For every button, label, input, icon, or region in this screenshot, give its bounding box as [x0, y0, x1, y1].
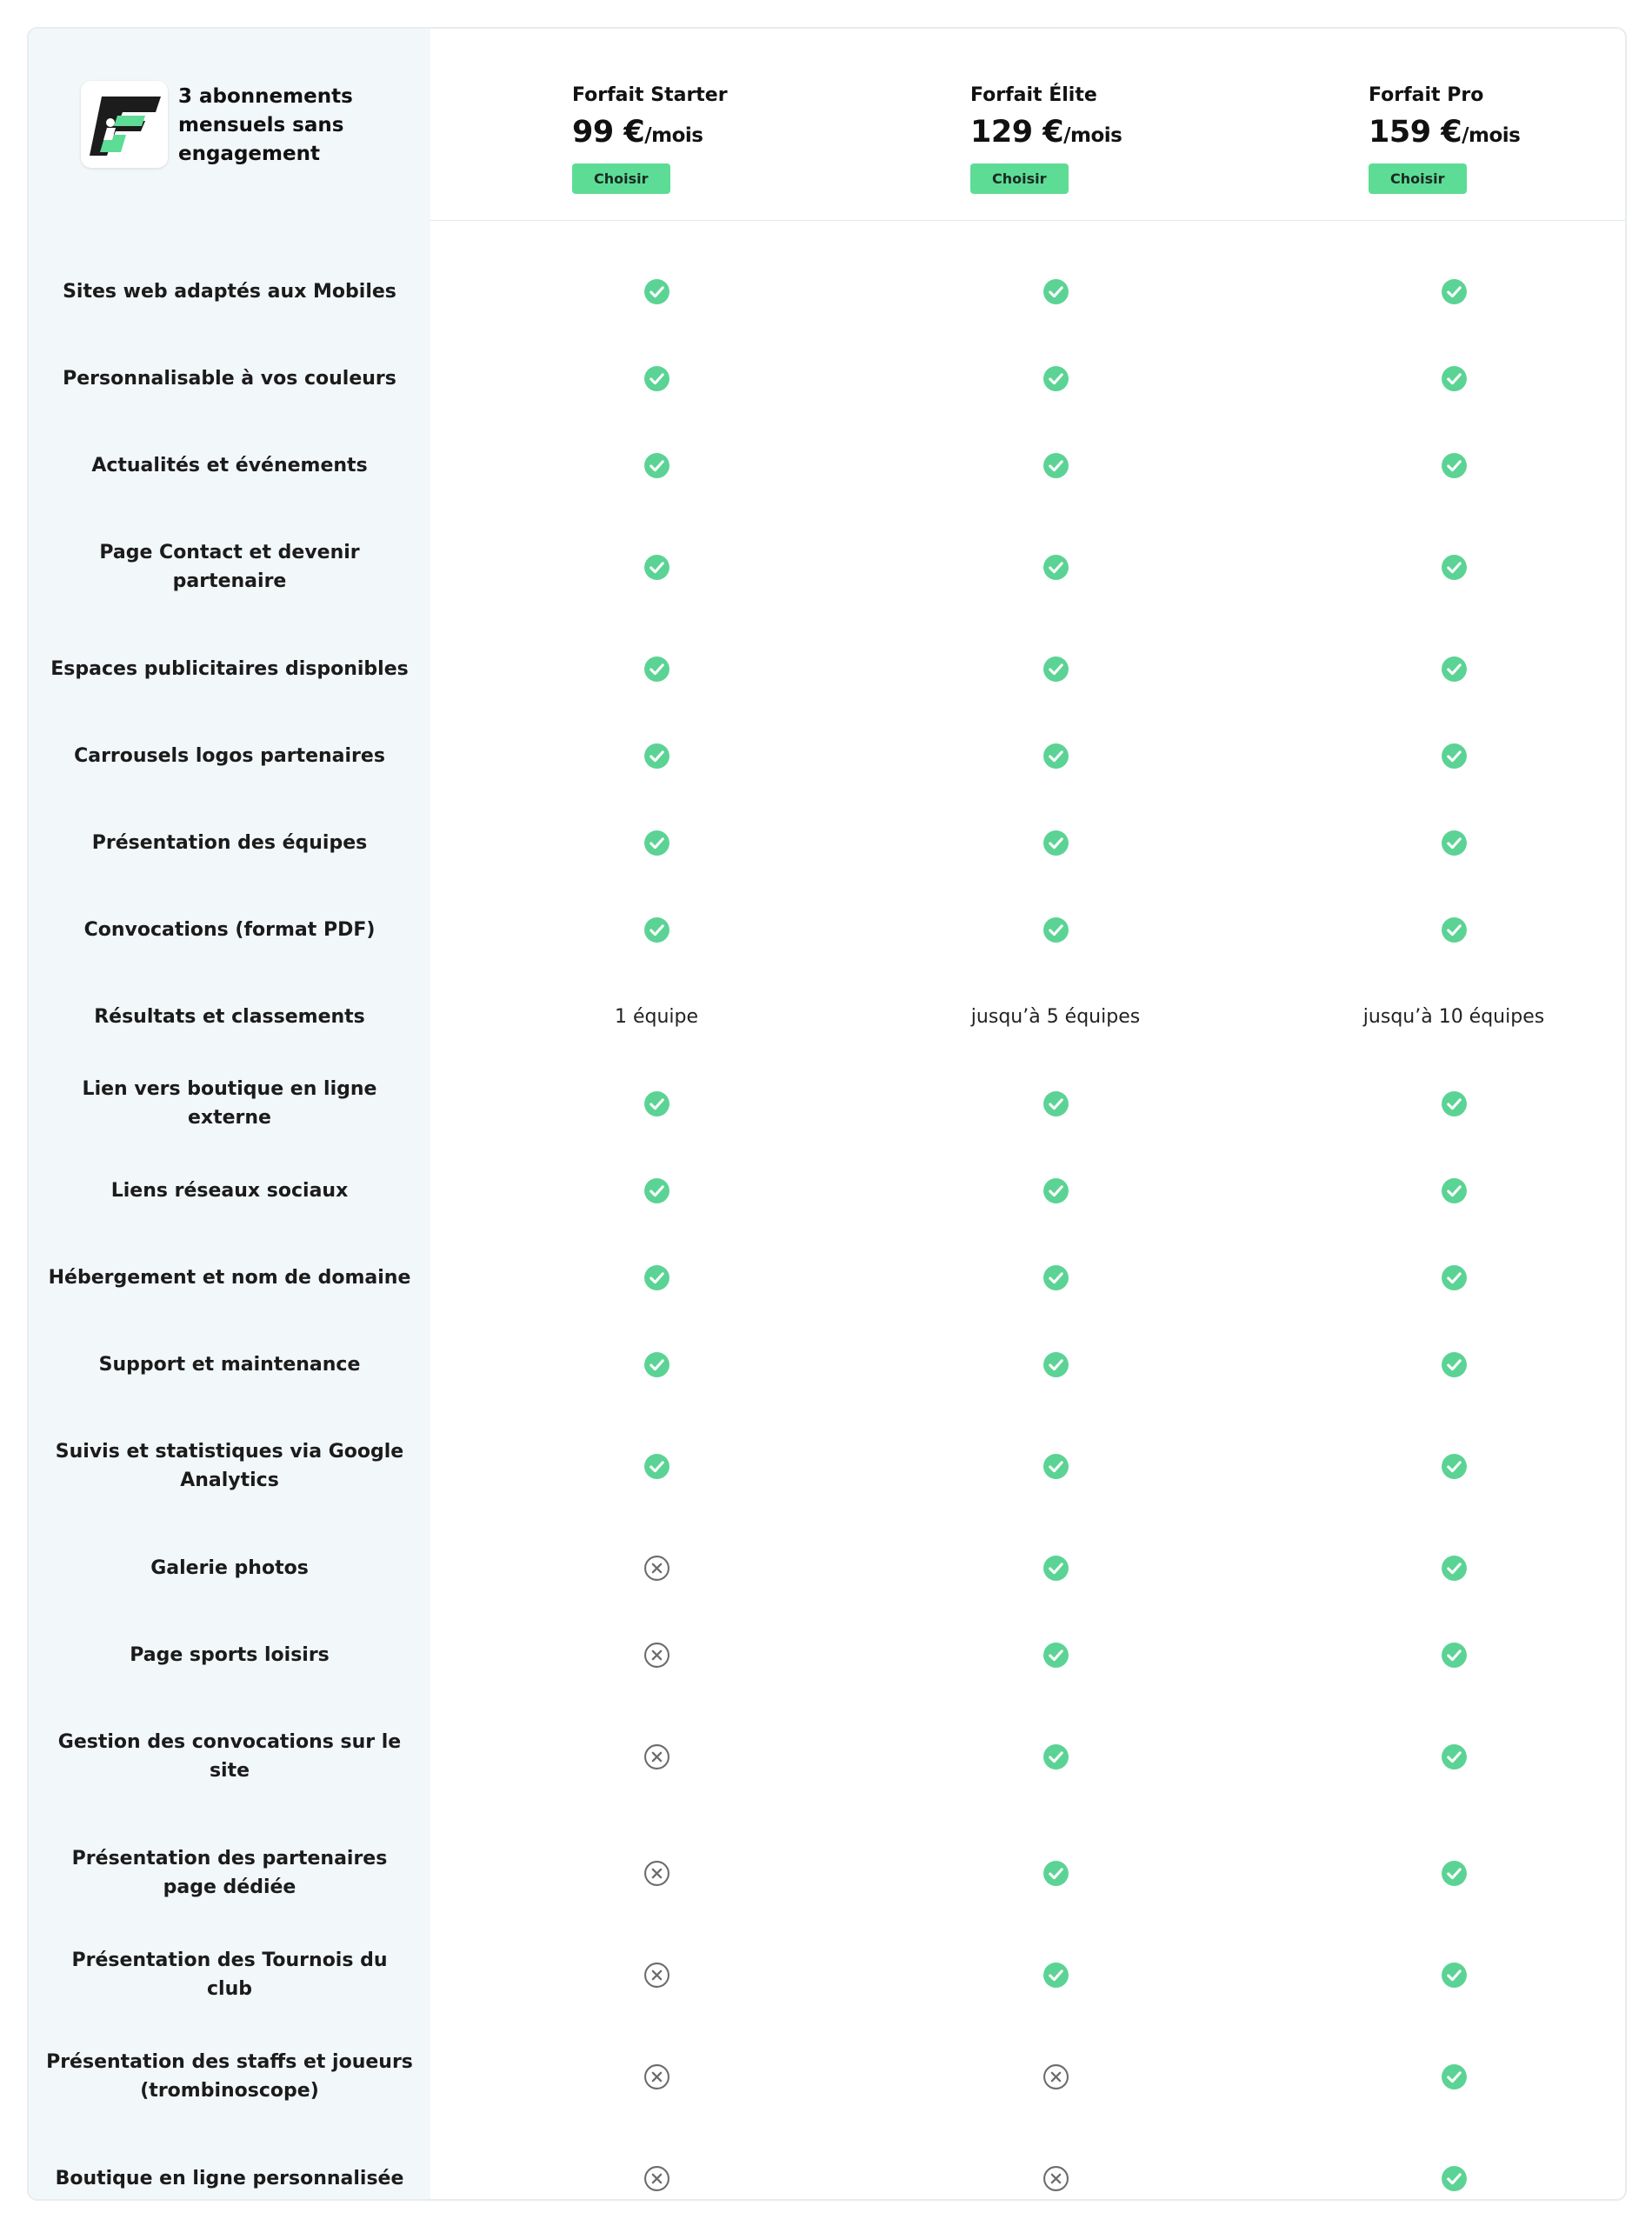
feature-label: Suivis et statistiques via Google Analytics	[55, 1441, 404, 1491]
x-circle-icon	[526, 1698, 787, 1815]
x-circle-icon	[925, 2135, 1186, 2201]
feature-label: Page sports loisirs	[130, 1643, 330, 1666]
feature-label: Carrousels logos partenaires	[74, 744, 385, 767]
feature-label: Résultats et classements	[94, 1005, 365, 1028]
brand-block	[81, 81, 411, 177]
check-circle-icon	[526, 509, 787, 625]
check-circle-icon	[1323, 625, 1584, 712]
check-circle-icon	[1323, 1611, 1584, 1698]
check-circle-icon	[526, 248, 787, 335]
feature-row	[29, 1321, 1625, 1408]
check-circle-icon	[526, 1234, 787, 1321]
feature-label: Présentation des Tournois du club	[71, 1949, 388, 2000]
plan-price	[1369, 115, 1627, 150]
check-circle-icon	[925, 625, 1186, 712]
choose-elite-button[interactable]: Choisir	[970, 163, 1069, 194]
choose-pro-button[interactable]: Choisir	[1369, 163, 1467, 194]
feature-row	[29, 1611, 1625, 1698]
feature-row	[29, 886, 1625, 973]
pricing-header	[29, 29, 1625, 220]
feature-label: Espaces publicitaires disponibles	[50, 657, 409, 680]
check-circle-icon	[1323, 1815, 1584, 1931]
plan-name: Forfait Starter	[572, 84, 728, 106]
feature-row	[29, 1060, 1625, 1147]
feature-row	[29, 973, 1625, 1060]
feature-value: jusqu’à 5 équipes	[970, 1005, 1141, 1028]
price-period: /mois	[1462, 124, 1521, 147]
check-circle-icon	[526, 886, 787, 973]
feature-value: jusqu’à 10 équipes	[1362, 1005, 1545, 1028]
plan-price	[970, 115, 1231, 150]
plan-elite	[970, 55, 1231, 194]
check-circle-icon	[526, 1060, 787, 1147]
feature-row	[29, 1698, 1625, 1815]
feature-row	[29, 2018, 1625, 2135]
check-circle-icon	[925, 799, 1186, 886]
check-circle-icon	[1323, 1234, 1584, 1321]
check-circle-icon	[1323, 1524, 1584, 1611]
feature-label: Personnalisable à vos couleurs	[63, 367, 396, 390]
x-circle-icon	[526, 2135, 787, 2201]
x-circle-icon	[925, 2018, 1186, 2135]
feature-row	[29, 1147, 1625, 1234]
check-circle-icon	[925, 509, 1186, 625]
check-circle-icon	[1323, 1698, 1584, 1815]
check-circle-icon	[925, 1321, 1186, 1408]
check-circle-icon	[526, 335, 787, 422]
feature-row	[29, 1815, 1625, 1931]
plan-price	[572, 115, 833, 150]
check-circle-icon	[925, 248, 1186, 335]
tagline: 3 abonnements mensuels sans engagement	[178, 85, 353, 165]
check-circle-icon	[925, 1147, 1186, 1234]
check-circle-icon	[925, 712, 1186, 799]
feature-label: Galerie photos	[150, 1556, 309, 1579]
feature-row	[29, 625, 1625, 712]
feature-value: 1 équipe	[614, 1005, 699, 1028]
feature-row	[29, 335, 1625, 422]
check-circle-icon	[1323, 1060, 1584, 1147]
x-circle-icon	[526, 1524, 787, 1611]
feature-row	[29, 422, 1625, 509]
feature-label: Hébergement et nom de domaine	[48, 1266, 411, 1289]
check-circle-icon	[1323, 335, 1584, 422]
club-logo-icon	[81, 81, 168, 168]
feature-row	[29, 2135, 1625, 2201]
x-circle-icon	[526, 1931, 787, 2018]
check-circle-icon	[925, 335, 1186, 422]
feature-row	[29, 1234, 1625, 1321]
check-circle-icon	[925, 1234, 1186, 1321]
check-circle-icon	[1323, 2135, 1584, 2201]
feature-label: Convocations (format PDF)	[83, 918, 376, 941]
feature-label: Support et maintenance	[98, 1353, 361, 1376]
check-circle-icon	[526, 625, 787, 712]
check-circle-icon	[1323, 2018, 1584, 2135]
check-circle-icon	[1323, 1931, 1584, 2018]
feature-row	[29, 1408, 1625, 1524]
x-circle-icon	[526, 1611, 787, 1698]
price-period: /mois	[1063, 124, 1122, 147]
check-circle-icon	[1323, 1321, 1584, 1408]
check-circle-icon	[526, 422, 787, 509]
feature-label: Gestion des convocations sur le site	[57, 1731, 402, 1782]
feature-label: Boutique en ligne personnalisée	[55, 2167, 404, 2189]
feature-label: Actualités et événements	[91, 454, 368, 477]
check-circle-icon	[1323, 886, 1584, 973]
check-circle-icon	[1323, 1147, 1584, 1234]
check-circle-icon	[925, 1060, 1186, 1147]
feature-row	[29, 509, 1625, 625]
feature-row	[29, 799, 1625, 886]
plan-pro	[1369, 55, 1627, 194]
check-circle-icon	[1323, 509, 1584, 625]
feature-row	[29, 248, 1625, 335]
check-circle-icon	[1323, 248, 1584, 335]
choose-starter-button[interactable]: Choisir	[572, 163, 670, 194]
check-circle-icon	[925, 1815, 1186, 1931]
feature-label: Présentation des partenaires page dédiée	[71, 1848, 388, 1898]
plan-starter	[572, 55, 833, 194]
check-circle-icon	[526, 799, 787, 886]
feature-label: Sites web adaptés aux Mobiles	[63, 280, 396, 303]
pricing-table	[27, 27, 1627, 2201]
header-divider	[430, 220, 1625, 221]
plan-name: Forfait Pro	[1369, 84, 1484, 106]
check-circle-icon	[526, 1321, 787, 1408]
feature-label: Lien vers boutique en ligne externe	[82, 1078, 377, 1129]
price-period: /mois	[644, 124, 703, 147]
check-circle-icon	[925, 886, 1186, 973]
check-circle-icon	[1323, 799, 1584, 886]
feature-label: Présentation des staffs et joueurs (trombinoscope)	[46, 2051, 413, 2102]
check-circle-icon	[925, 1408, 1186, 1524]
price-amount: 129 €	[970, 115, 1064, 150]
check-circle-icon	[1323, 712, 1584, 799]
feature-label: Présentation des équipes	[91, 831, 368, 854]
check-circle-icon	[925, 1524, 1186, 1611]
feature-label: Liens réseaux sociaux	[110, 1179, 349, 1202]
feature-row	[29, 1931, 1625, 2018]
feature-row	[29, 1524, 1625, 1611]
check-circle-icon	[526, 712, 787, 799]
check-circle-icon	[1323, 422, 1584, 509]
x-circle-icon	[526, 1815, 787, 1931]
check-circle-icon	[925, 1611, 1186, 1698]
check-circle-icon	[925, 1698, 1186, 1815]
check-circle-icon	[925, 422, 1186, 509]
plan-name: Forfait Élite	[970, 84, 1097, 106]
x-circle-icon	[526, 2018, 787, 2135]
price-amount: 159 €	[1369, 115, 1462, 150]
check-circle-icon	[1323, 1408, 1584, 1524]
feature-label: Page Contact et devenir partenaire	[99, 542, 360, 592]
feature-row	[29, 712, 1625, 799]
price-amount: 99 €	[572, 115, 645, 150]
check-circle-icon	[526, 1147, 787, 1234]
check-circle-icon	[526, 1408, 787, 1524]
check-circle-icon	[925, 1931, 1186, 2018]
